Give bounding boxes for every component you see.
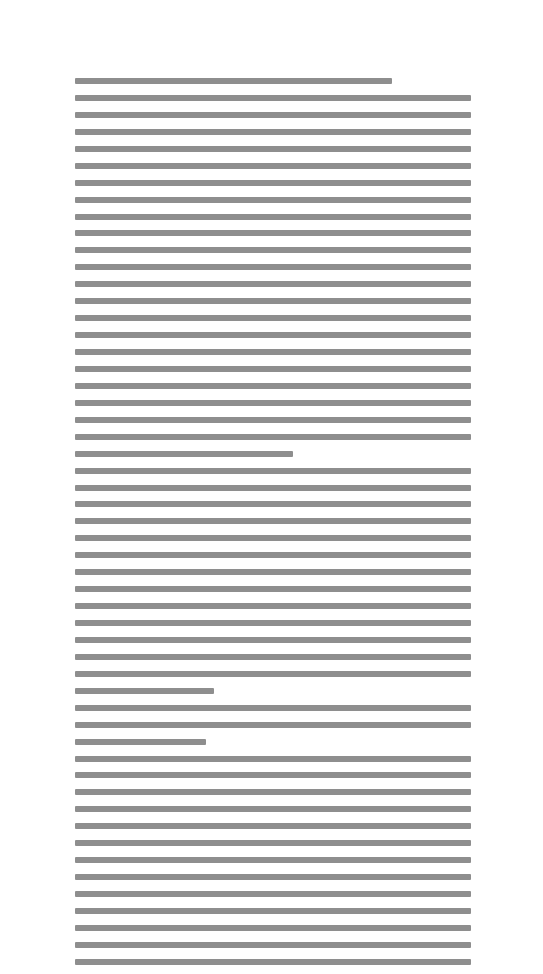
text-line (75, 279, 471, 289)
text-line (75, 483, 471, 493)
text-line (75, 262, 471, 272)
text-placeholder (75, 637, 471, 643)
text-placeholder (75, 688, 214, 694)
text-line (75, 178, 471, 188)
text-placeholder (75, 756, 471, 762)
text-placeholder (75, 451, 293, 457)
text-placeholder (75, 247, 471, 253)
text-placeholder (75, 281, 471, 287)
text-line (75, 889, 471, 899)
text-line (75, 296, 471, 306)
text-line (75, 228, 471, 238)
text-line (75, 432, 471, 442)
text-placeholder (75, 586, 471, 592)
text-placeholder (75, 925, 471, 931)
text-placeholder (75, 315, 471, 321)
text-line (75, 618, 471, 628)
text-placeholder (75, 942, 471, 948)
text-placeholder (75, 552, 471, 558)
text-line (75, 347, 471, 357)
text-placeholder (75, 332, 471, 338)
text-line (75, 330, 471, 340)
text-line (75, 567, 471, 577)
text-line (75, 737, 471, 747)
text-line (75, 398, 471, 408)
text-line (75, 923, 471, 933)
body-text (75, 76, 471, 974)
text-placeholder (75, 772, 471, 778)
text-line (75, 770, 471, 780)
text-placeholder (75, 722, 471, 728)
text-placeholder (75, 908, 471, 914)
text-line (75, 364, 471, 374)
text-line (75, 804, 471, 814)
text-line (75, 466, 471, 476)
text-placeholder (75, 501, 471, 507)
text-line (75, 533, 471, 543)
text-placeholder (75, 214, 471, 220)
text-line (75, 195, 471, 205)
text-placeholder (75, 705, 471, 711)
text-placeholder (75, 112, 471, 118)
text-line (75, 635, 471, 645)
text-line (75, 415, 471, 425)
text-placeholder (75, 95, 471, 101)
text-line (75, 110, 471, 120)
text-line (75, 550, 471, 560)
text-line (75, 127, 471, 137)
text-line (75, 906, 471, 916)
text-line (75, 601, 471, 611)
text-placeholder (75, 180, 471, 186)
text-placeholder (75, 264, 471, 270)
text-line (75, 313, 471, 323)
text-placeholder (75, 197, 471, 203)
text-line (75, 381, 471, 391)
text-placeholder (75, 806, 471, 812)
text-placeholder (75, 620, 471, 626)
text-line (75, 245, 471, 255)
text-line (75, 872, 471, 882)
text-line (75, 669, 471, 679)
text-line (75, 584, 471, 594)
text-line (75, 212, 471, 222)
text-placeholder (75, 485, 471, 491)
text-line (75, 703, 471, 713)
text-placeholder (75, 434, 471, 440)
text-line (75, 76, 471, 86)
text-placeholder (75, 857, 471, 863)
text-placeholder (75, 468, 471, 474)
text-placeholder (75, 789, 471, 795)
text-placeholder (75, 383, 471, 389)
text-placeholder (75, 603, 471, 609)
text-line (75, 720, 471, 730)
text-placeholder (75, 840, 471, 846)
text-placeholder (75, 891, 471, 897)
text-line (75, 516, 471, 526)
text-line (75, 499, 471, 509)
text-placeholder (75, 400, 471, 406)
text-placeholder (75, 366, 471, 372)
text-placeholder (75, 823, 471, 829)
text-placeholder (75, 739, 206, 745)
text-placeholder (75, 959, 471, 965)
text-line (75, 838, 471, 848)
text-placeholder (75, 163, 471, 169)
text-line (75, 686, 471, 696)
text-placeholder (75, 874, 471, 880)
text-line (75, 754, 471, 764)
text-placeholder (75, 146, 471, 152)
text-placeholder (75, 671, 471, 677)
text-placeholder (75, 654, 471, 660)
text-line (75, 93, 471, 103)
text-placeholder (75, 230, 471, 236)
text-placeholder (75, 518, 471, 524)
text-line (75, 957, 471, 967)
text-placeholder (75, 298, 471, 304)
text-placeholder (75, 129, 471, 135)
text-line (75, 144, 471, 154)
text-line (75, 161, 471, 171)
text-placeholder (75, 78, 392, 84)
text-line (75, 821, 471, 831)
text-placeholder (75, 417, 471, 423)
text-line (75, 652, 471, 662)
text-placeholder (75, 349, 471, 355)
text-line (75, 787, 471, 797)
text-placeholder (75, 535, 471, 541)
text-line (75, 855, 471, 865)
text-placeholder (75, 569, 471, 575)
text-line (75, 449, 471, 459)
text-line (75, 940, 471, 950)
